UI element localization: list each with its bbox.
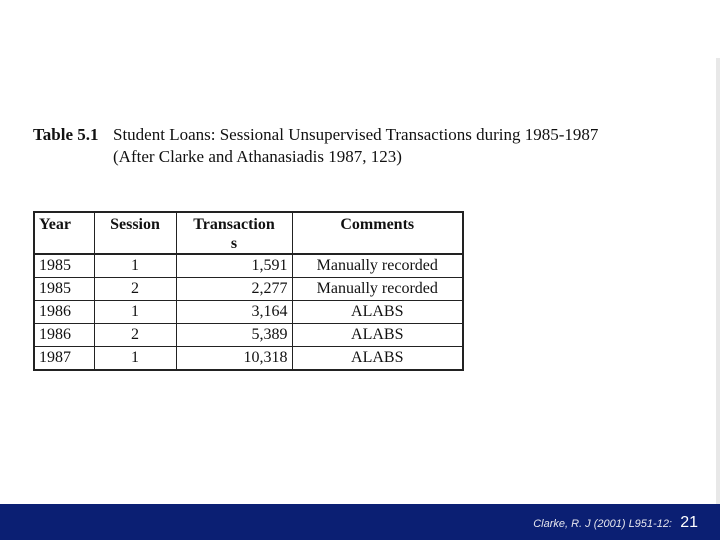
footer-bar bbox=[0, 504, 720, 540]
table-row bbox=[34, 301, 463, 324]
data-table bbox=[33, 211, 464, 371]
column-header-year: Year bbox=[34, 212, 94, 254]
cell-comments: ALABS bbox=[292, 347, 463, 371]
cell-year: 1987 bbox=[34, 347, 94, 371]
cell-year: 1986 bbox=[34, 301, 94, 324]
cell-transactions: 5,389 bbox=[176, 324, 292, 347]
slide-edge-shadow bbox=[716, 58, 720, 504]
cell-year: 1985 bbox=[34, 278, 94, 301]
footer-reference: Clarke, R. J (2001) L951-12: bbox=[533, 518, 672, 530]
cell-year: 1985 bbox=[34, 254, 94, 278]
table-row bbox=[34, 347, 463, 371]
page-number: 21 bbox=[680, 514, 698, 531]
cell-transactions: 3,164 bbox=[176, 301, 292, 324]
table-caption bbox=[33, 124, 598, 168]
table-row bbox=[34, 324, 463, 347]
column-header-transactions-text: Transaction s bbox=[193, 216, 275, 252]
table-caption-subtitle: (After Clarke and Athanasiadis 1987, 123) bbox=[113, 147, 402, 166]
table-caption-label: Table 5.1 bbox=[33, 125, 99, 144]
table-row bbox=[34, 278, 463, 301]
column-header-transactions bbox=[176, 212, 292, 254]
column-header-session: Session bbox=[94, 212, 176, 254]
cell-comments: ALABS bbox=[292, 301, 463, 324]
cell-session: 1 bbox=[94, 254, 176, 278]
table-caption-title: Student Loans: Sessional Unsupervised Transactions during 1985-1987 bbox=[113, 125, 599, 144]
cell-session: 1 bbox=[94, 301, 176, 324]
table-row bbox=[34, 254, 463, 278]
cell-transactions: 10,318 bbox=[176, 347, 292, 371]
cell-year: 1986 bbox=[34, 324, 94, 347]
cell-transactions: 2,277 bbox=[176, 278, 292, 301]
column-header-comments: Comments bbox=[292, 212, 463, 254]
cell-session: 2 bbox=[94, 278, 176, 301]
table-header-row bbox=[34, 212, 463, 254]
cell-comments: Manually recorded bbox=[292, 278, 463, 301]
cell-comments: ALABS bbox=[292, 324, 463, 347]
cell-session: 2 bbox=[94, 324, 176, 347]
cell-transactions: 1,591 bbox=[176, 254, 292, 278]
cell-comments: Manually recorded bbox=[292, 254, 463, 278]
cell-session: 1 bbox=[94, 347, 176, 371]
